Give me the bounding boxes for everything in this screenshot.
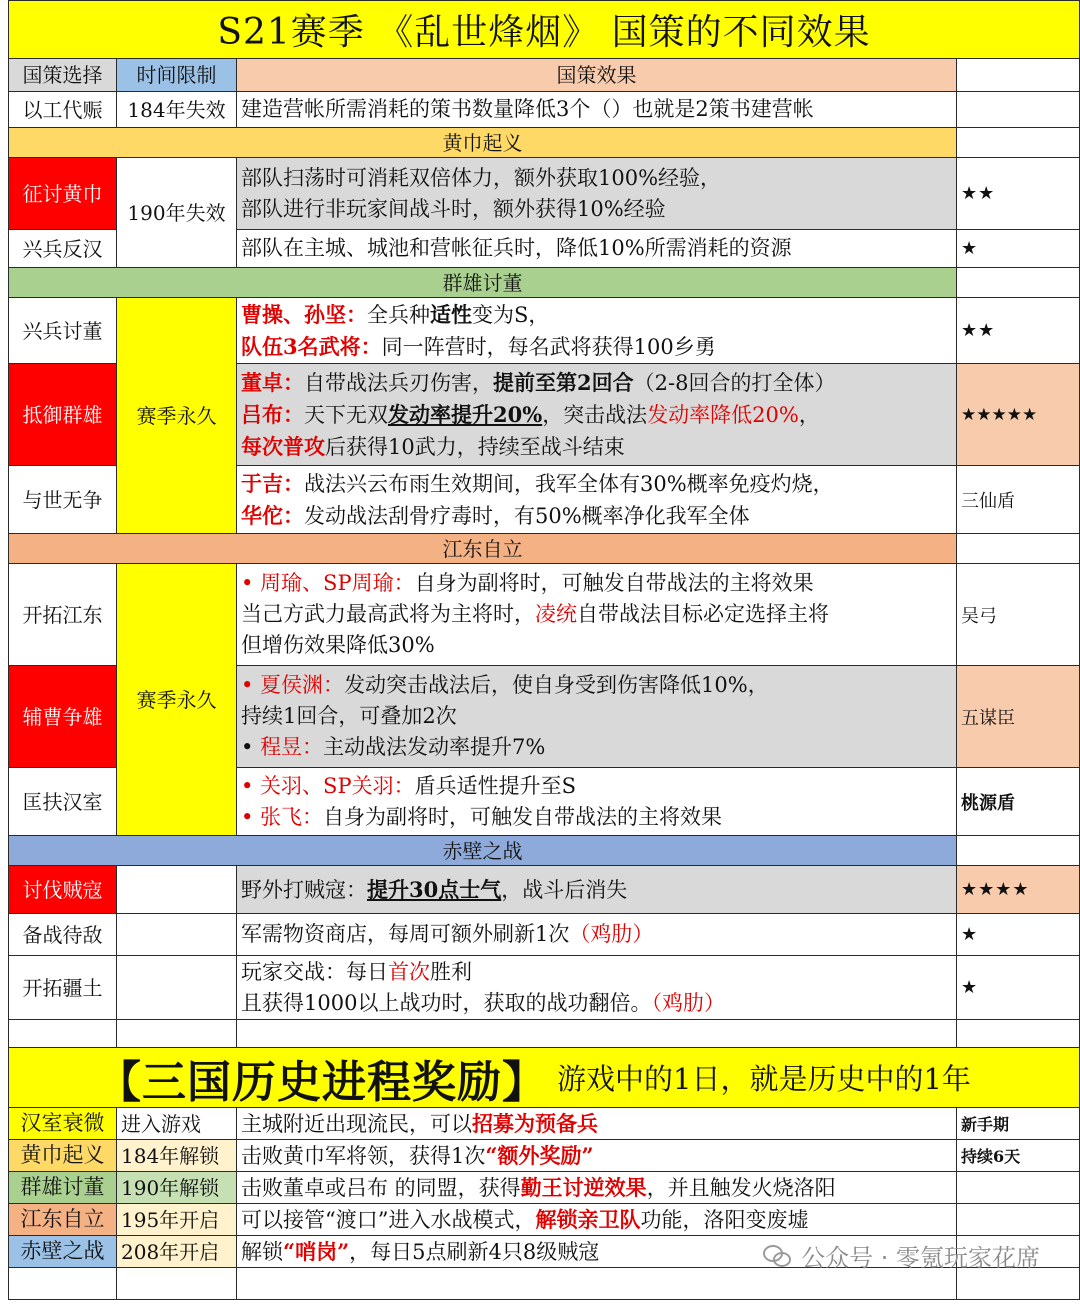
history-time-label: 184年解锁 [121, 1143, 220, 1168]
history-effect-text: 可以接管“渡口”进入水战模式， [241, 1207, 536, 1232]
history-time-label: 195年开启 [121, 1207, 220, 1232]
empty-cell [9, 1020, 117, 1048]
header-select: 国策选择 [9, 59, 117, 92]
history-time-label: 进入游戏 [121, 1111, 201, 1136]
history-note-label: 新手期 [961, 1115, 1010, 1134]
empty-cell [9, 1268, 117, 1300]
policy-effect-jiangtu: 玩家交战：每日首次胜利 且获得1000以上战功时，获取的战功翻倍。（鸡肋） [237, 956, 957, 1020]
policy-name-kuangfu: 匡扶汉室 [9, 768, 117, 836]
history-stage-label: 江东自立 [20, 1207, 105, 1231]
policy-rating-yigong [957, 92, 1080, 128]
policy-name-beizhan: 备战待敌 [9, 914, 117, 956]
history-effect-text-tail: ，并且触发火烧洛阳 [646, 1175, 836, 1200]
policy-rating-zhengtao: ★★ [957, 158, 1080, 230]
policy-name-xingbing: 兴兵反汉 [9, 230, 117, 268]
policy-name-yushi: 与世无争 [9, 466, 117, 534]
history-stage-time [117, 1236, 237, 1268]
history-time-label: 208年开启 [121, 1239, 220, 1264]
section-chibi: 赤壁之战 [9, 836, 957, 866]
policy-effect-diyu: 董卓：自带战法兵刃伤害，提前至第2回合（2-8回合的打全体） 吕布：天下无双发动率提升20%，突击战法发动率降低20%， 每次普攻后获得10武力，持续至战斗结束 [237, 364, 957, 466]
policy-name-zhengtao: 征讨黄巾 [9, 158, 117, 230]
history-effect-highlight: 解锁亲卫队 [535, 1206, 641, 1232]
empty-cell [117, 1268, 237, 1300]
history-stage-note [957, 1108, 1080, 1140]
history-effect-text: 主城附近出现流民，可以 [241, 1111, 472, 1136]
history-subtitle: 游戏中的1日，就是历史中的1年 [557, 1062, 971, 1096]
section-qunxiong-spacer [957, 268, 1080, 298]
history-effect-text: 击败董卓或吕布 的同盟，获得 [241, 1175, 521, 1200]
history-stage-note [957, 1172, 1080, 1204]
history-effect-text-tail: 功能，洛阳变废墟 [640, 1207, 809, 1232]
history-stage-name [9, 1172, 117, 1204]
policy-effect-fucao: • 夏侯渊：发动突击战法后，使自身受到伤害降低10%， 持续1回合，可叠加2次 • 程昱：主动战法发动率提升7% [237, 666, 957, 768]
watermark-text: 公众号 · 零氪玩家花席 [801, 1244, 1040, 1272]
history-effect-text: 解锁 [241, 1239, 283, 1264]
section-jiangdong: 江东自立 [9, 534, 957, 564]
history-stage-time [117, 1108, 237, 1140]
policy-effect-kuangfu: • 关羽、SP关羽：盾兵适性提升至S • 张飞：自身为副将时，可触发自带战法的主将效果 [237, 768, 957, 836]
policy-name-jiangtu: 开拓疆土 [9, 956, 117, 1020]
history-stage-label: 汉室衰微 [20, 1111, 105, 1135]
policy-rating-diyu: ★★★★★ [957, 364, 1080, 466]
policy-name-fucao: 辅曹争雄 [9, 666, 117, 768]
policy-name-diyu: 抵御群雄 [9, 364, 117, 466]
history-stage-note [957, 1140, 1080, 1172]
history-stage-name [9, 1140, 117, 1172]
policy-rating-taofa: ★★★★ [957, 866, 1080, 914]
policy-effect-yushi: 于吉：战法兴云布雨生效期间，我军全体有30%概率免疫灼烧， 华佗：发动战法刮骨疗毒时，有50%概率净化我军全体 [237, 466, 957, 534]
history-effect-highlight: 招募为预备兵 [472, 1110, 598, 1136]
policy-effect-kaituo: • 周瑜、SP周瑜：自身为副将时，可触发自带战法的主将效果 当己方武力最高武将为主将时，凌统自带战法目标必定选择主将 但增伤效果降低30% [237, 564, 957, 666]
history-stage-name [9, 1204, 117, 1236]
policy-name-taofa: 讨伐贼寇 [9, 866, 117, 914]
history-stage-note [957, 1204, 1080, 1236]
page-title: S21赛季 《乱世烽烟》 国策的不同效果 [9, 1, 1080, 59]
history-effect-highlight: “哨岗” [283, 1238, 350, 1264]
history-effect-text: 击败黄巾军将领，获得1次 [241, 1143, 486, 1168]
wechat-icon [763, 1243, 793, 1269]
policy-time-huangjin: 190年失效 [117, 158, 237, 268]
policy-rating-kaituo: 吴弓 [957, 564, 1080, 666]
section-qunxiong: 群雄讨董 [9, 268, 957, 298]
policy-rating-yushi: 三仙盾 [957, 466, 1080, 534]
history-effect-highlight: 勤王讨逆效果 [520, 1174, 647, 1200]
history-stage-time [117, 1172, 237, 1204]
history-stage-time [117, 1204, 237, 1236]
history-note-label: 持续6天 [961, 1147, 1021, 1166]
history-stage-time [117, 1140, 237, 1172]
policy-name-taodong: 兴兵讨董 [9, 298, 117, 364]
policy-time-taofa [117, 866, 237, 914]
section-huangjin: 黄巾起义 [9, 128, 957, 158]
policy-time-qunxiong: 赛季永久 [117, 298, 237, 534]
section-jiangdong-spacer [957, 534, 1080, 564]
history-stage-effect [237, 1204, 957, 1236]
section-chibi-spacer [957, 836, 1080, 866]
history-title: 【三国历史进程奖励】 [97, 1056, 547, 1108]
empty-cell [117, 1020, 237, 1048]
policy-rating-beizhan: ★ [957, 914, 1080, 956]
policy-time-jiangtu [117, 956, 237, 1020]
history-stage-name [9, 1236, 117, 1268]
policy-rating-jiangtu: ★ [957, 956, 1080, 1020]
policy-effect-xingbing: 部队在主城、城池和营帐征兵时，降低10%所需消耗的资源 [237, 230, 957, 268]
header-effect: 国策效果 [237, 59, 957, 92]
section-huangjin-spacer [957, 128, 1080, 158]
policy-effect-taofa: 野外打贼寇：提升30点士气，战斗后消失 [237, 866, 957, 914]
history-time-label: 190年解锁 [121, 1175, 220, 1200]
policy-rating-taodong: ★★ [957, 298, 1080, 364]
history-stage-effect [237, 1140, 957, 1172]
history-stage-label: 群雄讨董 [20, 1175, 105, 1199]
history-stage-name [9, 1108, 117, 1140]
history-stage-label: 赤壁之战 [20, 1239, 105, 1263]
policy-name-yigong: 以工代赈 [9, 92, 117, 128]
history-stage-effect [237, 1172, 957, 1204]
header-rating [957, 59, 1080, 92]
history-effect-text-tail: ，每日5点刷新4只8级贼寇 [349, 1239, 600, 1264]
history-stage-effect [237, 1108, 957, 1140]
header-time: 时间限制 [117, 59, 237, 92]
policy-effect-zhengtao: 部队扫荡时可消耗双倍体力，额外获取100%经验， 部队进行非玩家间战斗时，额外获得10%经验 [237, 158, 957, 230]
policy-effect-taodong: 曹操、孙坚：全兵种适性变为S， 队伍3名武将：同一阵营时，每名武将获得100乡勇 [237, 298, 957, 364]
history-stage-label: 黄巾起义 [20, 1143, 105, 1167]
policy-rating-xingbing: ★ [957, 230, 1080, 268]
empty-cell [237, 1020, 957, 1048]
policy-time-beizhan [117, 914, 237, 956]
empty-cell [957, 1020, 1080, 1048]
watermark [763, 1238, 1040, 1273]
history-banner [9, 1048, 1080, 1108]
policy-effect-beizhan: 军需物资商店，每周可额外刷新1次（鸡肋） [237, 914, 957, 956]
policy-time-jiangdong: 赛季永久 [117, 564, 237, 836]
policy-rating-fucao: 五谋臣 [957, 666, 1080, 768]
policy-effect-yigong: 建造营帐所需消耗的策书数量降低3个（）也就是2策书建营帐 [237, 92, 957, 128]
policy-name-kaituo: 开拓江东 [9, 564, 117, 666]
policy-rating-kuangfu: 桃源盾 [957, 768, 1080, 836]
history-effect-highlight: “额外奖励” [485, 1142, 594, 1168]
policy-time-yigong: 184年失效 [117, 92, 237, 128]
